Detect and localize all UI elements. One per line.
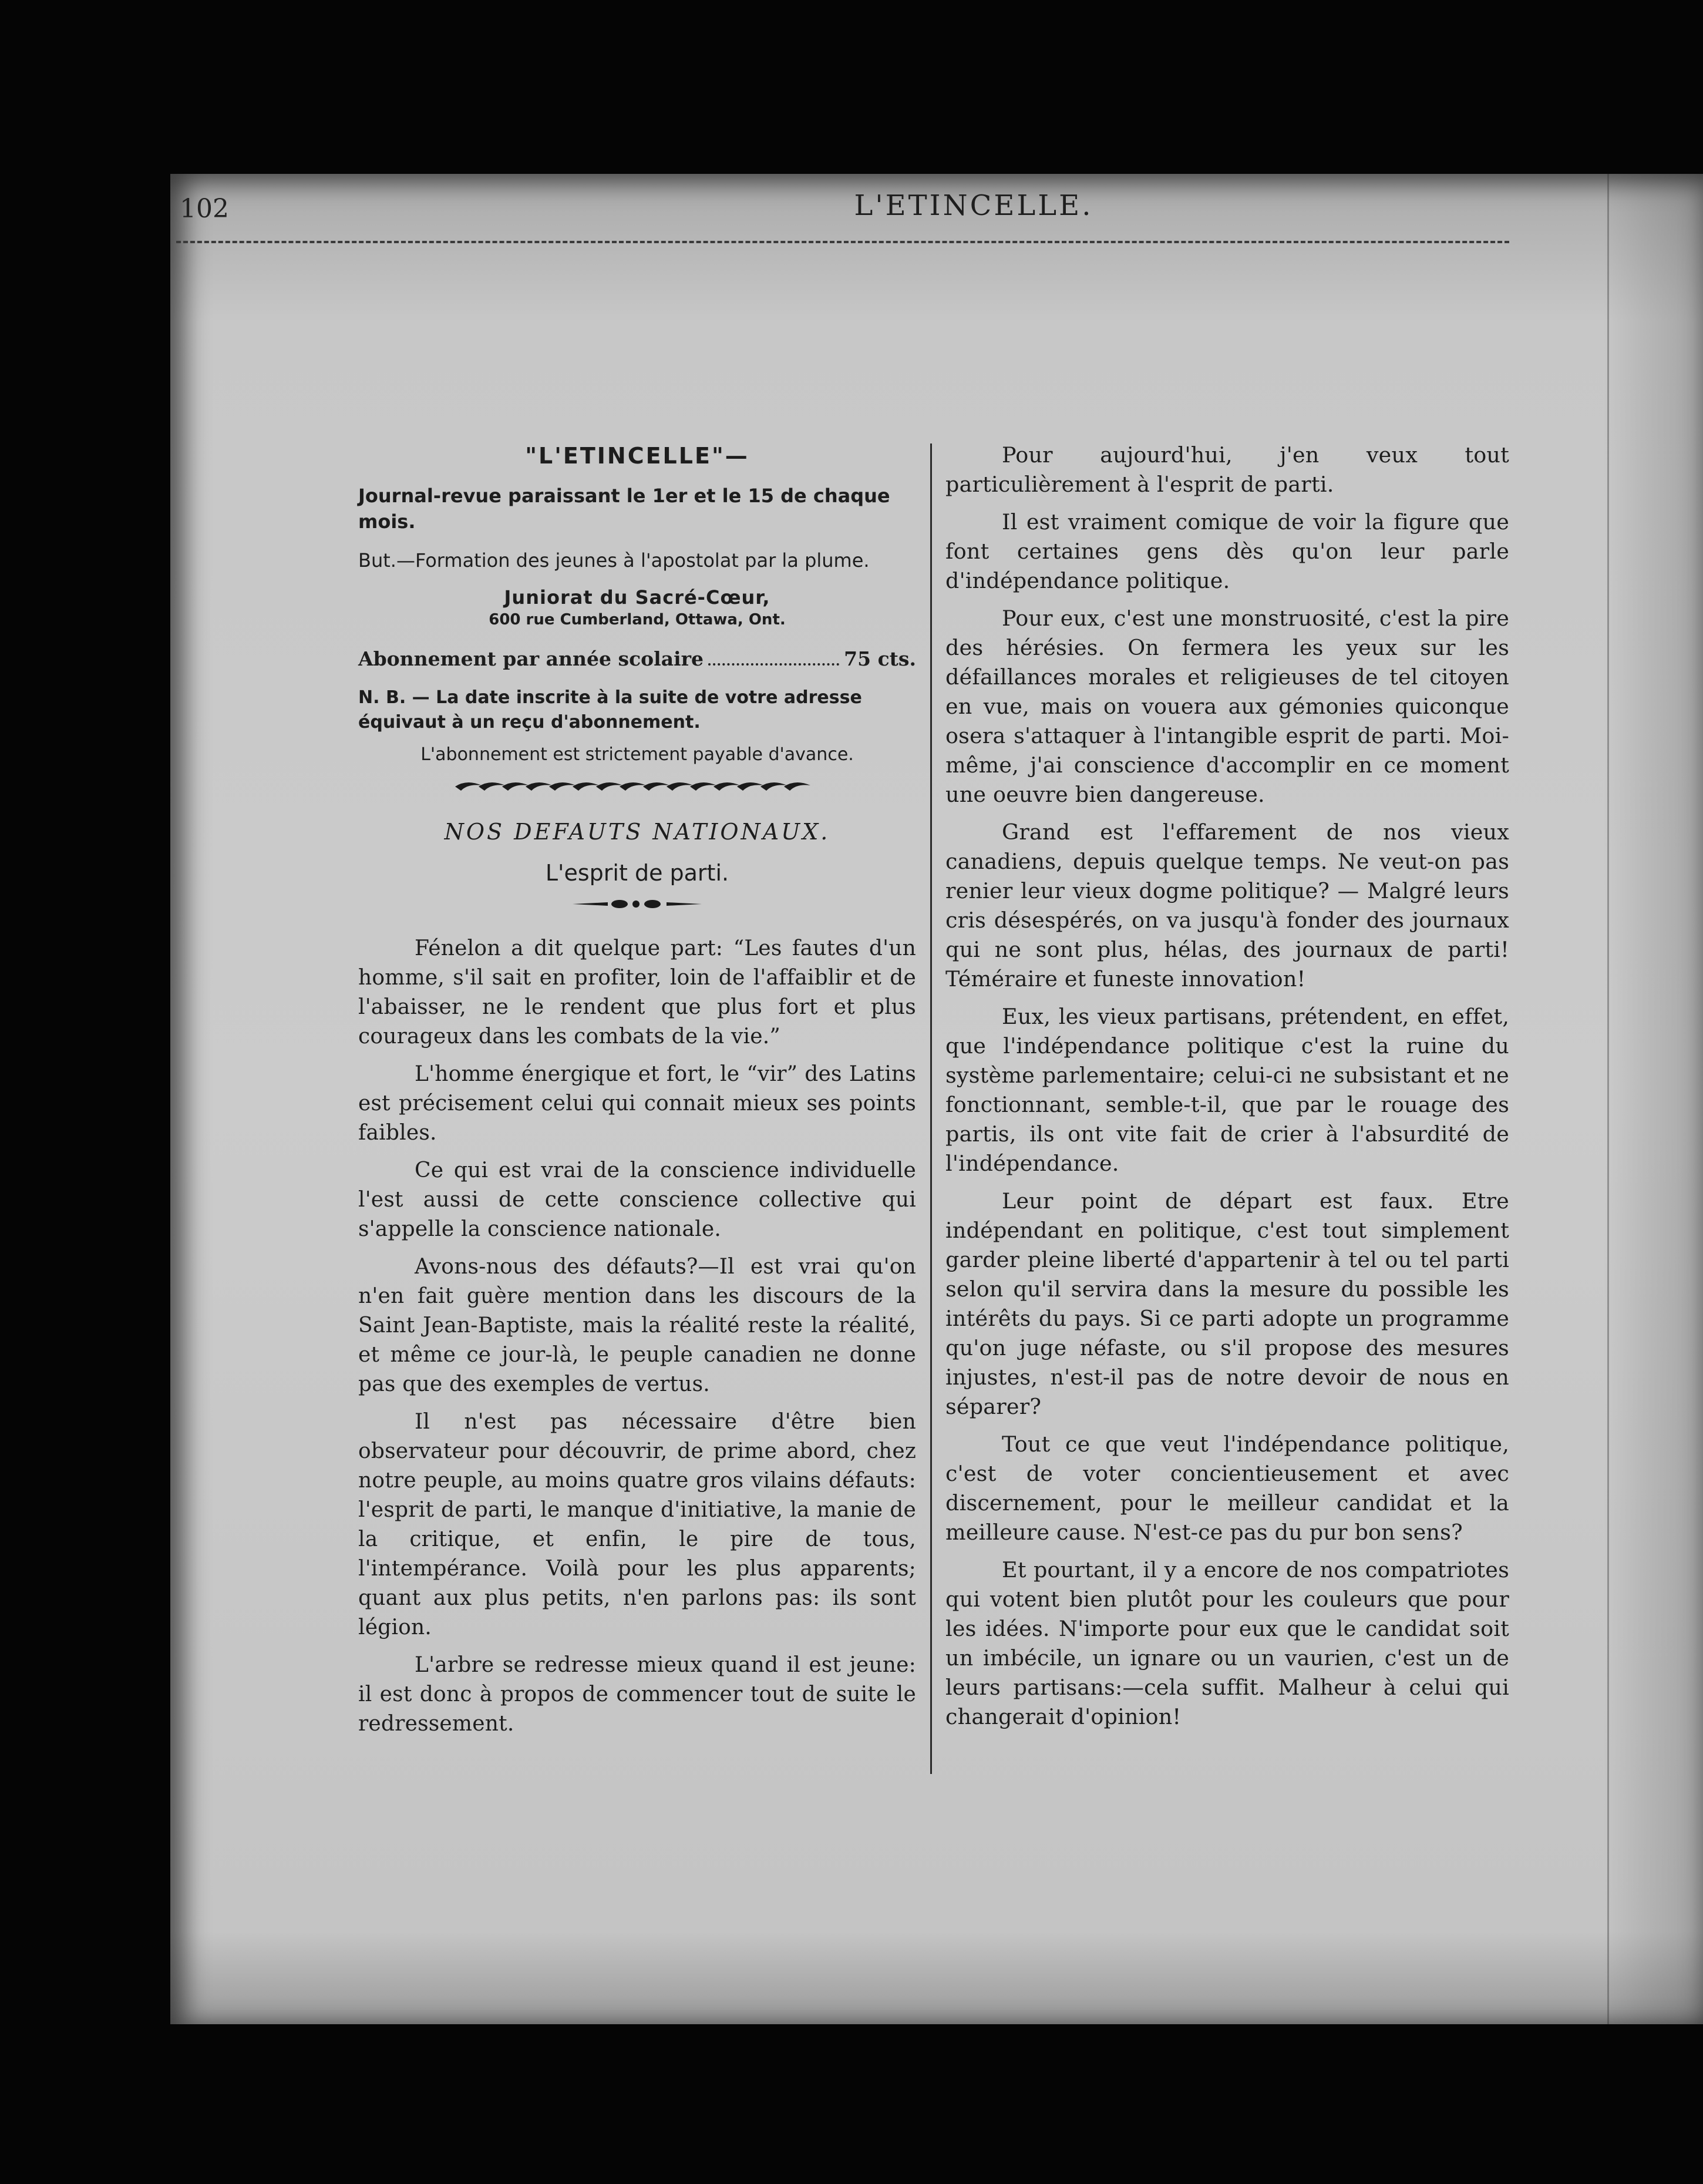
paragraph: Grand est l'effarement de nos vieux canadiens, depuis quelque temps. Ne veut-on pas renier leur vieux dogme politique? — Malgré leurs cris désespérés, on va jusqu'à fonder des journaux qui ne sont plus, hélas, des journaux de parti! Téméraire et funeste innovation! xyxy=(945,819,1509,992)
paragraph: Avons-nous des défauts?—Il est vrai qu'on n'en fait guère mention dans les discours de la Saint Jean-Baptiste, mais la réalité reste la réalité, et même ce jour-là, le peuple canadien ne donne pas que des exemples de vertus. xyxy=(358,1255,916,1396)
paragraph: Il est vraiment comique de voir la figure que font certaines gens dès qu'on leur parle d'indépendance politique. xyxy=(945,509,1509,593)
masthead-title: "L'ETINCELLE"— xyxy=(525,443,749,469)
paragraph: Fénelon a dit quelque part: “Les fautes d'un homme, s'il sait en profiter, loin de l'affaiblir et de l'abaisser, ne le rendent que plus fort et plus courageux dans les combats de la vie.” xyxy=(358,936,916,1049)
section-title: NOS DEFAUTS NATIONAUX. xyxy=(444,819,830,845)
paragraph: Ce qui est vrai de la conscience individuelle l'est aussi de cette conscience collective qui s'appelle la conscience nationale. xyxy=(358,1158,916,1241)
running-title: L'ETINCELLE. xyxy=(854,189,1093,222)
header-rule xyxy=(176,241,1509,243)
subscription-label: Abonnement par année scolaire xyxy=(358,647,704,670)
institution-address: 600 rue Cumberland, Ottawa, Ont. xyxy=(489,611,786,629)
page-number: 102 xyxy=(180,194,229,224)
page-edge-shadow xyxy=(1603,174,1703,2024)
nota-bene: N. B. — La date inscrite à la suite de votre adresse équivaut à un reçu d'abonnement. xyxy=(358,687,862,733)
leader-dots xyxy=(708,663,839,666)
paragraph: Et pourtant, il y a encore de nos compatriotes qui votent bien plutôt pour les couleurs que pour les idées. N'importe pour eux que le candidat soit un imbécile, un ignare ou un vaurien, c'est un de leurs partisans:—cela suffit. Malheur à celui qui changerait d'opinion! xyxy=(945,1557,1509,1729)
paragraph: Leur point de départ est faux. Etre indépendant en politique, c'est tout simplement garder pleine liberté d'appartenir à tel ou tel parti selon qu'il servira dans la mesure du possible les intérêts du pays. Si ce parti adopte un programme qu'on juge néfaste, ou s'il propose des mesures injustes, n'est-il pas de notre devoir de nous en séparer? xyxy=(945,1188,1509,1419)
institution-name: Juniorat du Sacré-Cœur, xyxy=(504,586,770,609)
right-column xyxy=(945,441,1509,1740)
subscription-line xyxy=(358,647,916,670)
small-ornament-svg xyxy=(573,898,702,910)
paragraph: L'arbre se redresse mieux quand il est jeune: il est donc à propos de commencer tout de suite le redressement. xyxy=(358,1653,916,1736)
paragraph: Eux, les vieux partisans, prétendent, en effet, que l'indépendance politique c'est la ruine du système parlementaire; celui-ci ne subsistant et ne fonctionnant, semble-t-il, que par le rouage des partis, ils ont vite fait de crier à l'absurdité de l'indépendance. xyxy=(945,1004,1509,1176)
masthead-subtitle: Journal-revue paraissant le 1er et le 15 de chaque mois. xyxy=(358,485,890,533)
small-ornament xyxy=(358,898,916,910)
column-divider xyxy=(930,443,932,1774)
page-gutter xyxy=(1607,174,1609,2024)
left-column xyxy=(358,441,916,1747)
paragraph: Pour eux, c'est une monstruosité, c'est la pire des hérésies. On fermera les yeux sur les défaillances morales et religieuses de tel citoyen en vue, mais on vouera aux gémonies quiconque osera s'attaquer à l'intangible esprit de parti. Moi-même, j'ai conscience d'accomplir en ce moment une oeuvre bien dangereuse. xyxy=(945,606,1509,807)
ornament-divider xyxy=(358,778,916,795)
paragraph: Tout ce que veut l'indépendance politique, c'est de voter concientieusement et avec discernement, pour le meilleur candidat et la meilleure cause. N'est-ce pas du pur bon sens? xyxy=(945,1432,1509,1545)
paragraph: L'homme énergique et fort, le “vir” des Latins est précisement celui qui connait mieux ses points faibles. xyxy=(358,1062,916,1145)
advance-payment-note: L'abonnement est strictement payable d'avance. xyxy=(420,744,854,765)
paragraph: Pour aujourd'hui, j'en veux tout particulièrement à l'esprit de parti. xyxy=(945,442,1509,497)
article-title: L'esprit de parti. xyxy=(545,860,729,886)
ornament-svg xyxy=(455,778,819,795)
masthead-purpose: But.—Formation des jeunes à l'apostolat par la plume. xyxy=(358,549,870,572)
subscription-price: 75 cts. xyxy=(844,647,916,670)
paragraph: Il n'est pas nécessaire d'être bien observateur pour découvrir, de prime abord, chez notre peuple, au moins quatre gros vilains défauts: l'esprit de parti, le manque d'initiative, la manie de la critique, et enfin, le pire de tous, l'intempérance. Voilà pour les plus apparents; quant aux plus petits, n'en parlons pas: ils sont légion. xyxy=(358,1410,916,1639)
